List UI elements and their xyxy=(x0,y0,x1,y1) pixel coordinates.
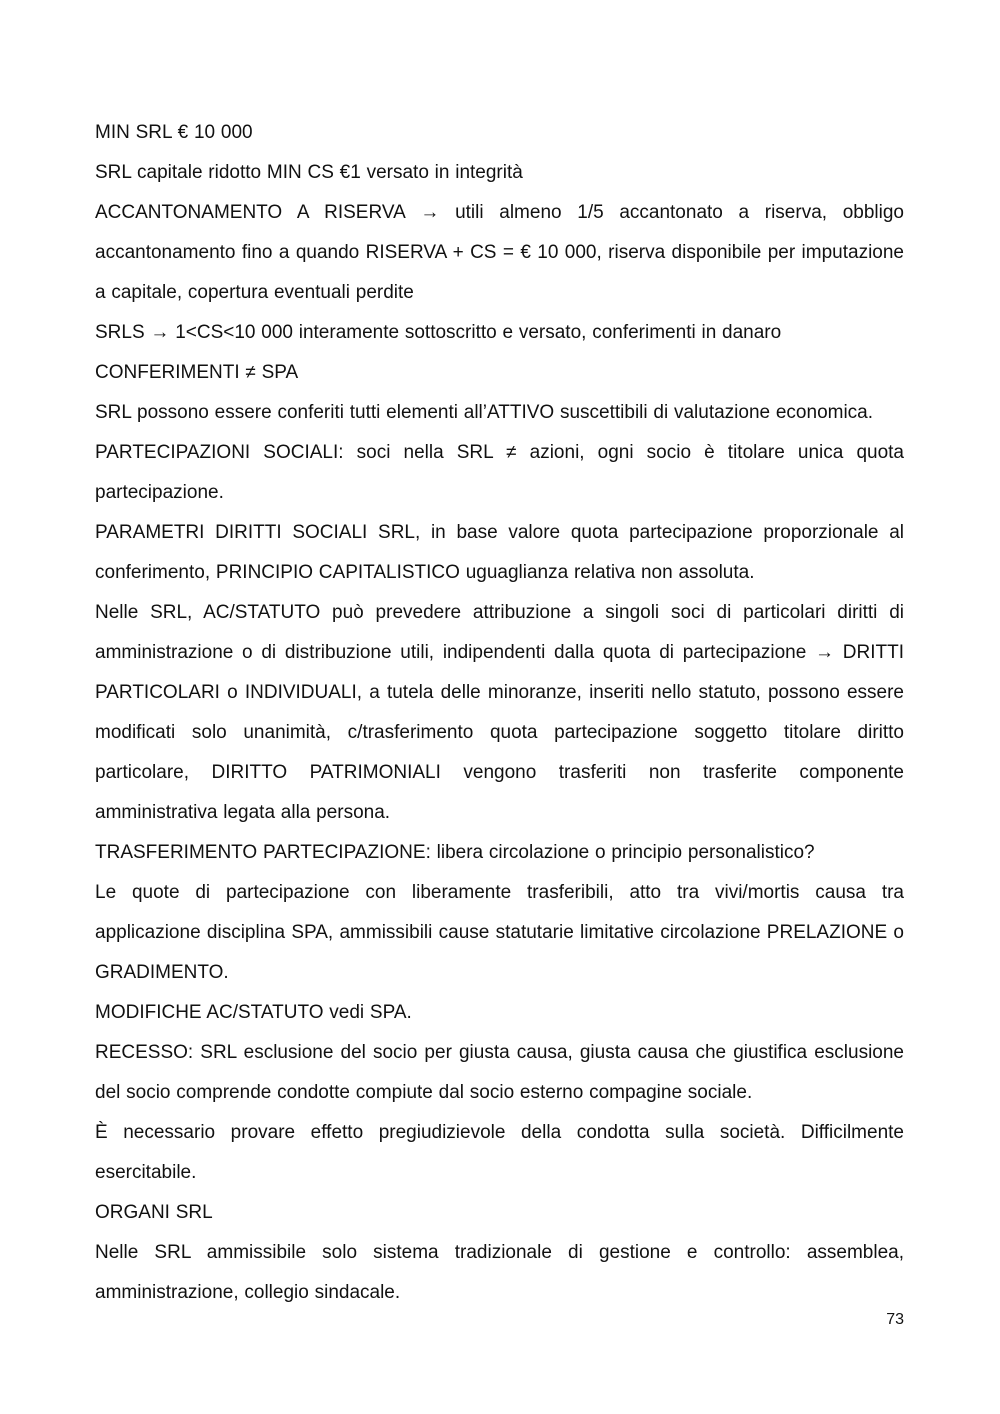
paragraph-sistema-tradizionale: Nelle SRL ammissibile solo sistema tradizionale di gestione e controllo: assemblea, amministrazione, collegio sindacale. xyxy=(95,1242,904,1303)
paragraph-srls: SRLS → 1<CS<10 000 interamente sottoscritto e versato, conferimenti in danaro xyxy=(95,322,782,343)
paragraph-accantonamento: ACCANTONAMENTO A RISERVA → utili almeno 1/5 accantonato a riserva, obbligo accantonamento fino a quando RISERVA + CS = € 10 000, riserva disponibile per imputazione a capitale, copertura eventuali perdite xyxy=(95,202,904,303)
paragraph-capitale-ridotto: SRL capitale ridotto MIN CS €1 versato in integrità xyxy=(95,162,523,183)
paragraph-partecipazioni-sociali: PARTECIPAZIONI SOCIALI: soci nella SRL ≠ azioni, ogni socio è titolare unica quota partecipazione. xyxy=(95,442,904,503)
paragraph-trasferimento: TRASFERIMENTO PARTECIPAZIONE: libera circolazione o principio personalistico? xyxy=(95,842,815,863)
paragraph-parametri-diritti: PARAMETRI DIRITTI SOCIALI SRL, in base valore quota partecipazione proporzionale al conferimento, PRINCIPIO CAPITALISTICO uguaglianza relativa non assoluta. xyxy=(95,522,904,583)
paragraph-conferimenti: CONFERIMENTI ≠ SPA xyxy=(95,362,299,383)
paragraph-min-srl: MIN SRL € 10 000 xyxy=(95,122,253,143)
paragraph-pregiudizievole: È necessario provare effetto pregiudizievole della condotta sulla società. Difficilmente esercitabile. xyxy=(95,1122,904,1183)
page-body xyxy=(95,113,904,1313)
paragraph-conferiti-attivo: SRL possono essere conferiti tutti elementi all’ATTIVO suscettibili di valutazione economica. xyxy=(95,402,874,423)
page-number: 73 xyxy=(886,1311,904,1328)
paragraph-organi-heading: ORGANI SRL xyxy=(95,1202,213,1223)
paragraph-recesso: RECESSO: SRL esclusione del socio per giusta causa, giusta causa che giustifica esclusione del socio comprende condotte compiute dal socio esterno compagine sociale. xyxy=(95,1042,904,1103)
paragraph-diritti-particolari: Nelle SRL, AC/STATUTO può prevedere attribuzione a singoli soci di particolari diritti di amministrazione o di distribuzione utili, indipendenti dalla quota di partecipazione → DRITTI PARTICOLARI o INDIVIDUALI, a tutela delle minoranze, inseriti nello statuto, possono essere modificati solo unanimità, c/trasferimento quota partecipazione soggetto titolare diritto particolare, DIRITTO PATRIMONIALI vengono trasferiti non trasferite componente amministrativa legata alla persona. xyxy=(95,602,904,823)
paragraph-modifiche: MODIFICHE AC/STATUTO vedi SPA. xyxy=(95,1002,412,1023)
paragraph-quote-trasferibili: Le quote di partecipazione con liberamente trasferibili, atto tra vivi/mortis causa tra applicazione disciplina SPA, ammissibili cause statutarie limitative circolazione PRELAZIONE o GRADIMENTO. xyxy=(95,882,904,983)
